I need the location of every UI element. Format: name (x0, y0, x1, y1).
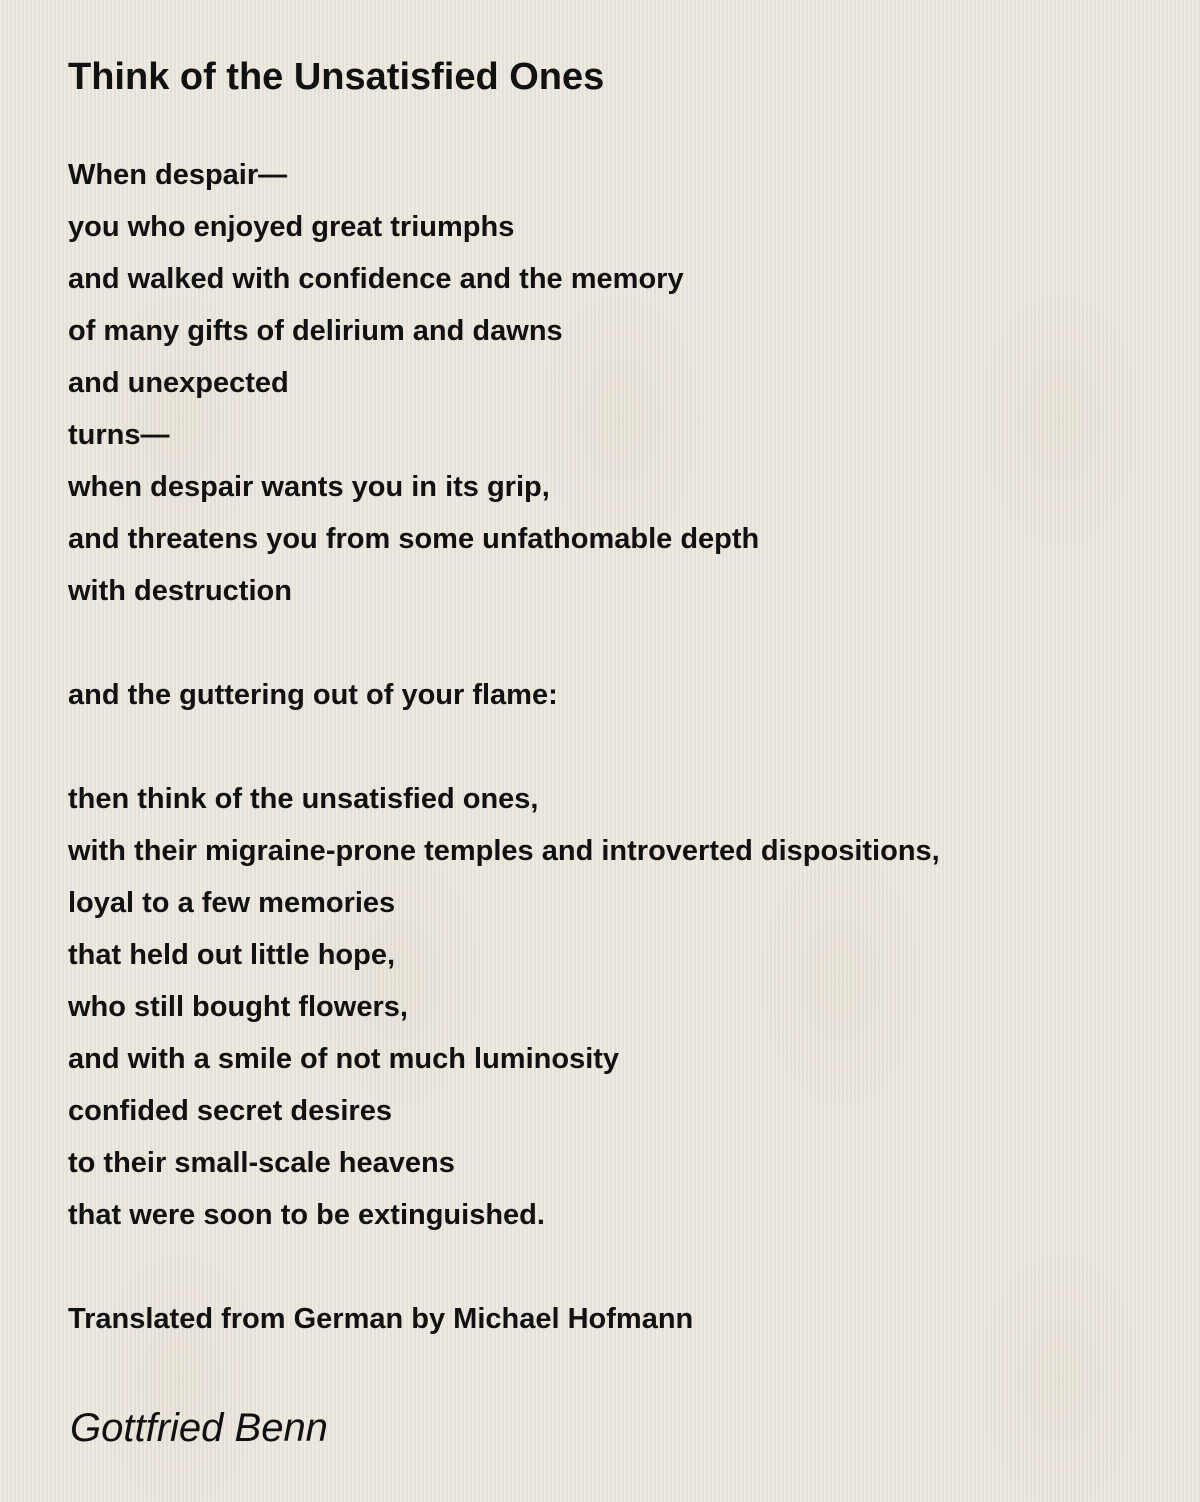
translator-credit: Translated from German by Michael Hofmann (68, 1303, 694, 1335)
poem-line: who still bought flowers, (68, 991, 408, 1023)
poem-line: you who enjoyed great triumphs (68, 211, 515, 243)
poem-line: When despair— (68, 159, 288, 191)
poem-line: and the guttering out of your flame: (68, 679, 558, 711)
poem-line: turns— (68, 419, 170, 451)
poem-line: and unexpected (68, 367, 289, 399)
poem-line: when despair wants you in its grip, (68, 471, 550, 503)
poem-line: to their small-scale heavens (68, 1147, 455, 1179)
poem-line: then think of the unsatisfied ones, (68, 783, 539, 815)
poem-line: with destruction (68, 575, 292, 607)
poem-line: of many gifts of delirium and dawns (68, 315, 563, 347)
poem-line: and walked with confidence and the memory (68, 263, 684, 295)
poem-line: that were soon to be extinguished. (68, 1199, 545, 1231)
stanza-break (68, 721, 1168, 773)
poem-line: that held out little hope, (68, 939, 396, 971)
poem-line: confided secret desires (68, 1095, 392, 1127)
stanza-break (68, 617, 1168, 669)
poem-body (68, 149, 1168, 1345)
poem-line: loyal to a few memories (68, 887, 396, 919)
poem-line: and threatens you from some unfathomable depth (68, 523, 760, 555)
poem-title: Think of the Unsatisfied Ones (68, 56, 605, 98)
stanza-break (68, 1241, 1168, 1293)
poem-line: and with a smile of not much luminosity (68, 1043, 620, 1075)
poem-line: with their migraine-prone temples and introverted dispositions, (68, 835, 940, 867)
poem-author: Gottfried Benn (70, 1406, 328, 1450)
